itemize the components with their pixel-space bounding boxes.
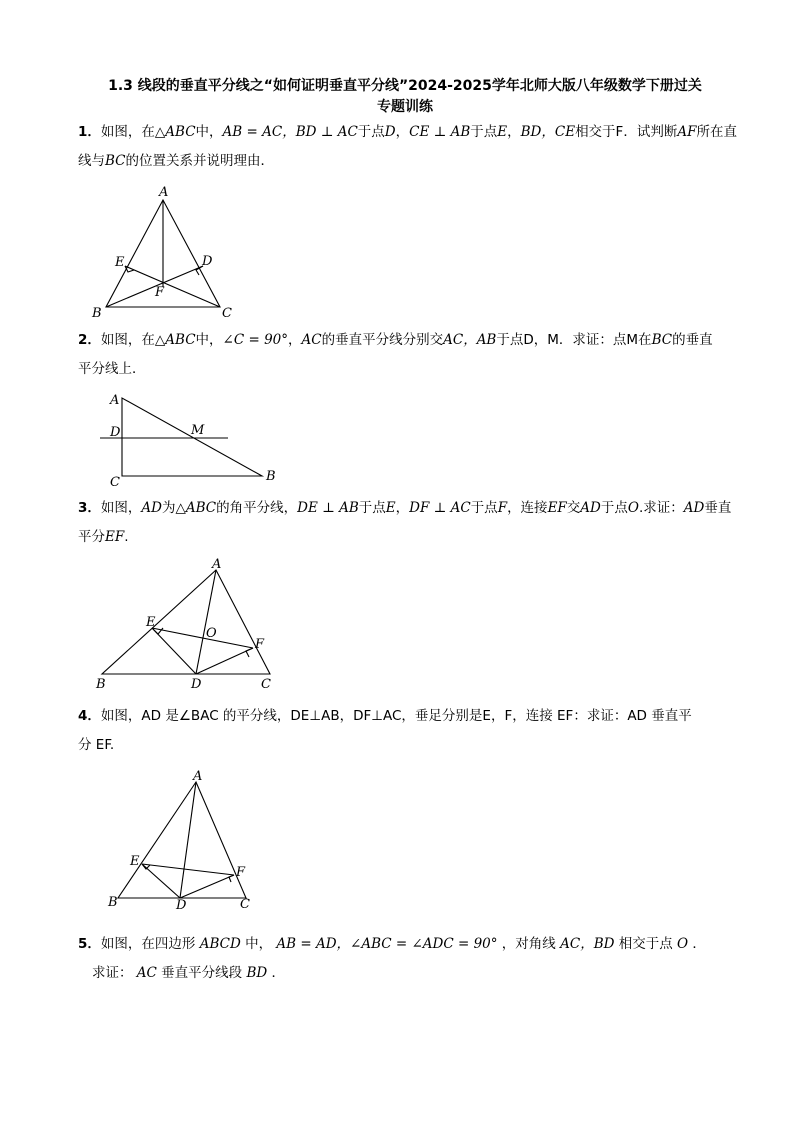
text: ，: [288, 332, 302, 348]
text: ．: [688, 936, 706, 952]
right-angle-f: [229, 875, 234, 882]
math: BD: [246, 965, 268, 981]
text: 垂直平分线段: [156, 965, 247, 981]
label-c: C: [222, 306, 232, 321]
text: 的位置关系并说明理由．: [125, 153, 275, 169]
text: ，: [507, 124, 521, 140]
text: 所在直: [696, 124, 737, 140]
math: AB = AC，BD ⊥ AC: [222, 124, 358, 140]
question-number: 5．: [78, 936, 101, 952]
label-f: F: [155, 285, 165, 300]
text: 中，: [195, 124, 223, 140]
text: 的角平分线，: [216, 500, 298, 516]
text: 的垂直平分线分别交: [321, 332, 444, 348]
figure-4-triangle: [104, 768, 254, 916]
label-b: B: [92, 306, 102, 321]
label-d: D: [202, 254, 213, 269]
text: 如图，在△: [100, 124, 166, 140]
text: 相交于F．试判断: [575, 124, 678, 140]
label-c: C: [110, 475, 120, 488]
question-1: [78, 118, 748, 176]
math: AD: [580, 500, 601, 516]
text: 中，: [195, 332, 223, 348]
text: 线与: [78, 153, 105, 169]
page-title: [60, 76, 750, 118]
segment-ef: [152, 628, 253, 648]
figure-1-triangle: [88, 182, 248, 322]
figure-3-triangle: [92, 558, 282, 694]
label-o: O: [206, 626, 217, 641]
text: 如图，: [100, 500, 142, 516]
text: 垂直: [704, 500, 732, 516]
label-a: A: [212, 558, 222, 572]
triangle-abc: [102, 570, 270, 674]
question-2: [78, 326, 748, 384]
math: D: [384, 124, 396, 140]
right-angle-f: [246, 648, 253, 657]
label-e: E: [115, 255, 125, 270]
math: EF: [547, 500, 567, 516]
math: E: [497, 124, 508, 140]
question-5-line-2: [78, 959, 748, 988]
question-number: 1．: [78, 124, 101, 140]
math: BD，CE: [520, 124, 576, 140]
text: 如图，在四边形: [100, 936, 200, 952]
text: .求证：: [638, 500, 684, 516]
math: ABC: [165, 124, 196, 140]
segment-ce: [125, 266, 220, 307]
math: E: [385, 500, 396, 516]
math: DE ⊥ AB: [297, 500, 359, 516]
label-d: D: [191, 677, 202, 692]
math: ABC: [185, 500, 217, 516]
text: 为△: [161, 500, 186, 516]
label-d: D: [110, 425, 121, 440]
text: ．: [267, 965, 286, 981]
label-b: B: [108, 895, 118, 910]
label-f: F: [255, 637, 265, 652]
math: BC: [105, 153, 126, 169]
text: 于点: [470, 500, 498, 516]
label-f: F: [236, 865, 246, 880]
text: 于点D，M．求证：点M在: [496, 332, 652, 348]
question-5: [78, 930, 748, 988]
math: AC，BD: [560, 936, 615, 952]
text: 如图，AD 是∠BAC 的平分线，DE⊥AB，DF⊥AC，垂足分别是E，F，连接 EF：求证：AD 垂直平: [100, 708, 692, 724]
label-d: D: [176, 898, 187, 913]
text: ，: [395, 124, 410, 140]
segment-df: [180, 875, 234, 898]
question-number: 4．: [78, 708, 101, 724]
text: ，对角线: [497, 936, 561, 952]
label-a: A: [193, 769, 203, 784]
math: CE ⊥ AB: [409, 124, 471, 140]
label-b: B: [266, 469, 276, 484]
question-3: [78, 494, 748, 552]
math: ABCD: [199, 936, 241, 952]
text: 如图，在△: [100, 332, 166, 348]
math: AC: [136, 965, 157, 981]
figure-2-right-triangle: [100, 388, 290, 488]
math: O: [677, 936, 689, 952]
segment-de: [142, 864, 180, 898]
text: 求证：: [92, 965, 137, 981]
text: 于点: [600, 500, 628, 516]
text: 平分: [78, 529, 105, 545]
text: ，连接: [507, 500, 548, 516]
math: O: [627, 500, 639, 516]
math: AD: [141, 500, 162, 516]
math: AC，AB: [443, 332, 497, 348]
label-e: E: [146, 615, 156, 630]
math: EF: [105, 529, 125, 545]
label-b: B: [96, 677, 106, 692]
question-4: [78, 702, 748, 760]
title-line-2: 专题训练: [377, 99, 433, 115]
segment-df: [196, 648, 253, 674]
text: 交: [566, 500, 581, 516]
math: AD: [683, 500, 705, 516]
question-3-line-1: [78, 494, 748, 523]
math: BC: [651, 332, 673, 348]
title-line-1: 1.3 线段的垂直平分线之“如何证明垂直平分线”2024-2025学年北师大版八年级数学下册过关: [108, 78, 702, 94]
label-m: M: [191, 423, 205, 438]
question-2-line-1: [78, 326, 748, 355]
math: ∠C = 90°: [222, 332, 289, 348]
question-4-line-2: 分 EF.: [78, 737, 115, 753]
label-a: A: [159, 185, 169, 200]
text: 中，: [240, 936, 277, 952]
question-4-line-1: [78, 702, 748, 731]
label-e: E: [130, 854, 140, 869]
text: 于点: [357, 124, 385, 140]
math: DF ⊥ AC: [409, 500, 471, 516]
text: 的垂直: [672, 332, 713, 348]
question-number: 3．: [78, 500, 101, 516]
question-1-line-1: [78, 118, 748, 147]
text: .: [124, 529, 129, 545]
text: 于点: [358, 500, 386, 516]
question-5-line-1: [78, 930, 748, 959]
text: 相交于点: [614, 936, 678, 952]
label-c: C: [261, 677, 271, 692]
question-1-line-2: [78, 147, 748, 176]
text: ，: [395, 500, 410, 516]
math: F: [497, 500, 508, 516]
label-c: C: [240, 897, 250, 912]
math: AC: [301, 332, 322, 348]
question-2-line-2: 平分线上．: [78, 361, 146, 377]
segment-ef: [142, 864, 234, 875]
question-3-line-2: [78, 523, 748, 552]
question-number: 2．: [78, 332, 101, 348]
label-a: A: [110, 393, 120, 408]
math: ABC: [165, 332, 196, 348]
math: AF: [677, 124, 697, 140]
text: 于点: [470, 124, 498, 140]
segment-ad: [180, 782, 196, 898]
math: AB = AD，∠ABC = ∠ADC = 90°: [276, 936, 498, 952]
